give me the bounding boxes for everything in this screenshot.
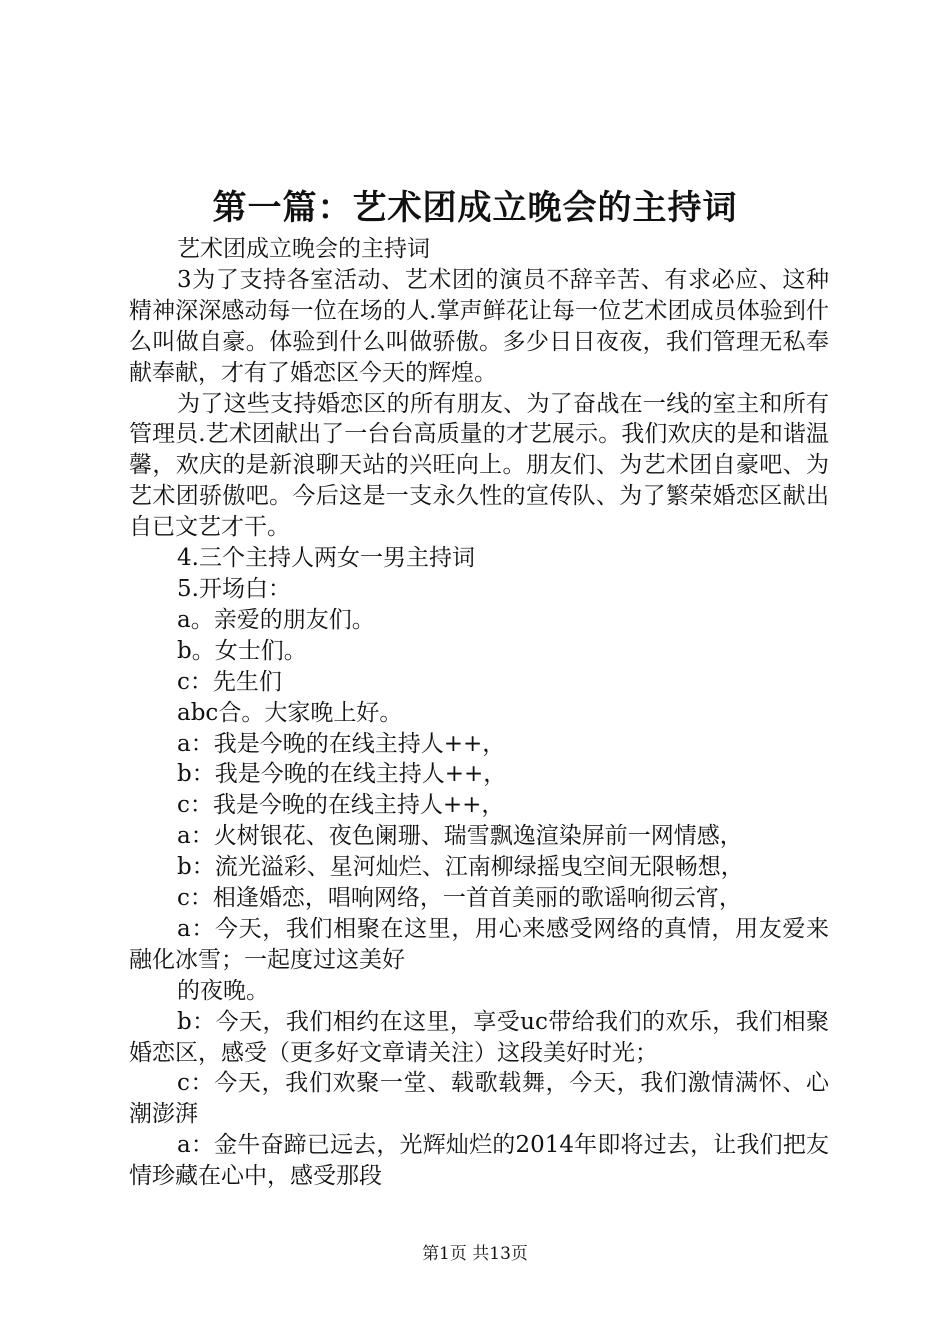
paragraph: a：火树银花、夜色阑珊、瑞雪飘逸渲染屏前一网情感， (177, 823, 743, 850)
paragraph: 的夜晚。 (177, 977, 269, 1004)
page-number-footer: 第1页 共13页 (422, 1244, 528, 1264)
paragraph: a：我是今晚的在线主持人++， (177, 730, 506, 757)
paragraph: c：今天，我们欢聚一堂、载歌载舞，今天，我们激情满怀、心潮澎湃 (129, 1070, 829, 1128)
paragraph: abc合。大家晚上好。 (177, 699, 403, 726)
paragraph: a：今天，我们相聚在这里，用心来感受网络的真情，用友爱来融化冰雪；一起度过这美好 (129, 915, 829, 973)
paragraph: b：流光溢彩、星河灿烂、江南柳绿摇曳空间无限畅想， (177, 854, 744, 881)
paragraph: b：今天，我们相约在这里，享受uc带给我们的欢乐，我们相聚婚恋区，感受（更多好文章请关注）这段美好时光； (129, 1008, 829, 1066)
paragraph: 艺术团成立晚会的主持词 (177, 236, 430, 262)
paragraph: 为了这些支持婚恋区的所有朋友、为了奋战在一线的室主和所有管理员.艺术团献出了一台台高质量的才艺展示。我们欢庆的是和谐温馨，欢庆的是新浪聊天站的兴旺向上。朋友们、为艺术团自豪吧、为艺术团骄傲吧。今后这是一支永久性的宣传队、为了繁荣婚恋区献出自已文艺才干。 (129, 390, 829, 541)
paragraph: 3为了支持各室活动、艺术团的演员不辞辛苦、有求必应、这种精神深深感动每一位在场的人.掌声鲜花让每一位艺术团成员体验到什么叫做自豪。体验到什么叫做骄傲。多少日日夜夜，我们管理无私奉献奉献，才有了婚恋区今天的辉煌。 (129, 266, 829, 386)
paragraph: a：金牛奋蹄已远去，光辉灿烂的2014年即将过去，让我们把友情珍藏在心中，感受那段 (129, 1132, 829, 1190)
paragraph: c：我是今晚的在线主持人++， (177, 792, 505, 819)
paragraph: c：先生们 (177, 668, 282, 695)
paragraph: 5.开场白： (177, 575, 291, 602)
paragraph: c：相逢婚恋，唱响网络，一首首美丽的歌谣响彻云宵， (177, 885, 742, 912)
document-body (129, 234, 829, 1192)
paragraph: 4.三个主持人两女一男主持词 (177, 545, 475, 572)
paragraph: b。女士们。 (177, 637, 307, 664)
paragraph: b：我是今晚的在线主持人++， (177, 761, 507, 788)
document-title: 第一篇：艺术团成立晚会的主持词 (212, 188, 738, 228)
paragraph: a。亲爱的朋友们。 (177, 606, 375, 633)
